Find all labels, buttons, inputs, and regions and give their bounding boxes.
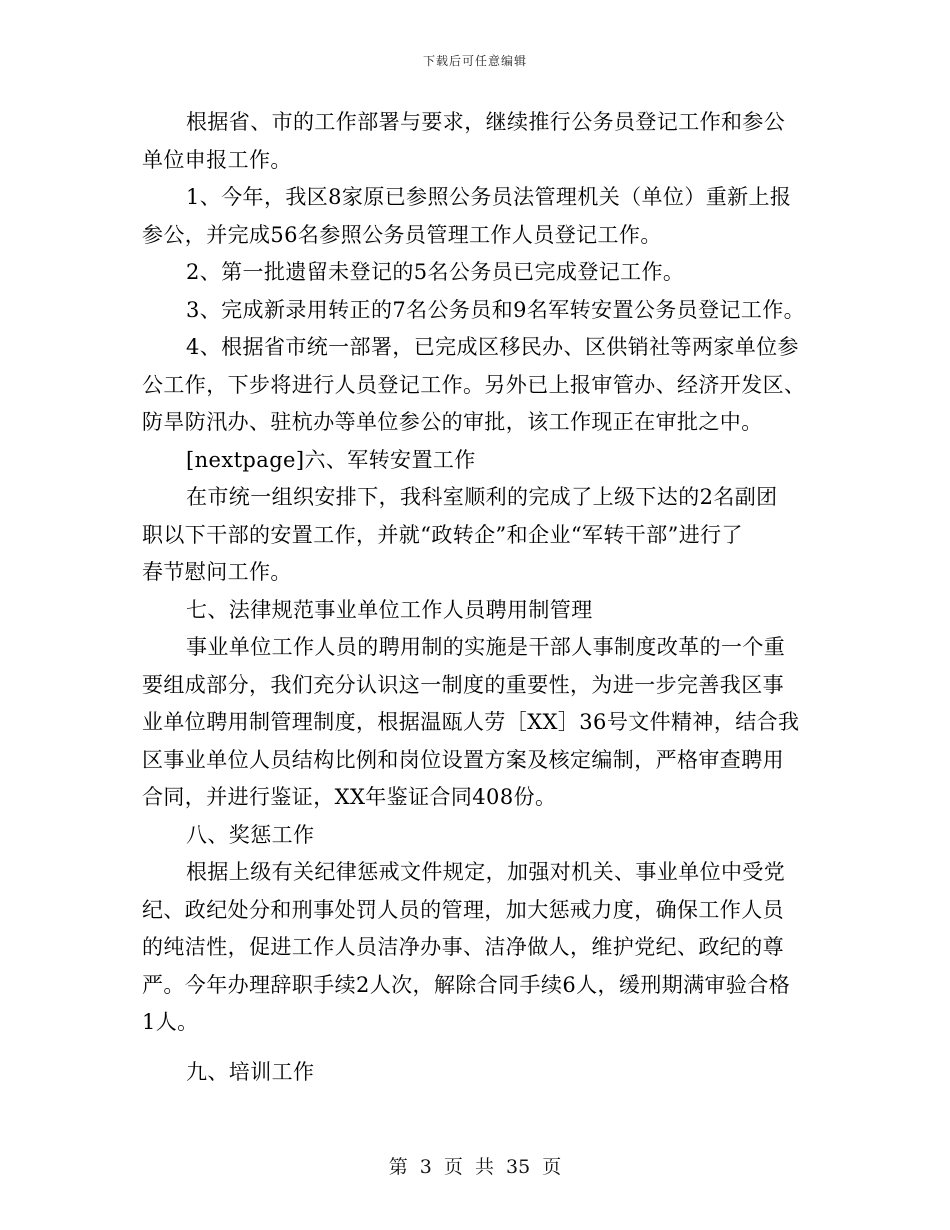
section-heading: 九、培训工作 <box>186 1059 315 1084</box>
document-body <box>142 104 814 1091</box>
page-header-note: 下载后可任意编辑 <box>422 54 527 68</box>
section-heading: 八、奖惩工作 <box>186 822 315 847</box>
paragraph-line: 根据省、市的工作部署与要求，继续推行公务员登记工作和参公 <box>186 110 786 134</box>
paragraph-line: 公工作，下步将进行人员登记工作。另外已上报审管办、经济开发区、 <box>142 372 806 397</box>
paragraph-line: 区事业单位人员结构比例和岗位设置方案及核定编制，严格审查聘用 <box>142 747 784 772</box>
paragraph-line: 春节慰问工作。 <box>142 560 292 584</box>
paragraph-line: 业单位聘用制管理制度，根据温瓯人劳［XX］36号文件精神，结合我 <box>142 710 800 734</box>
paragraph-gap <box>142 1042 814 1054</box>
paragraph-line: 纪、政纪处分和刑事处罚人员的管理，加大惩戒力度，确保工作人员 <box>142 897 784 922</box>
paragraph-line: 参公，并完成56名参照公务员管理工作人员登记工作。 <box>142 222 662 247</box>
paragraph-line: 防旱防汛办、驻杭办等单位参公的审批，该工作现正在审批之中。 <box>142 410 763 434</box>
paragraph-line: 1人。 <box>142 1010 199 1034</box>
paragraph-line: 合同，并进行鉴证，XX年鉴证合同408份。 <box>142 785 557 809</box>
paragraph-line: 单位申报工作。 <box>142 147 292 172</box>
paragraph-line: 要组成部分，我们充分认识这一制度的重要性，为进一步完善我区事 <box>142 672 784 697</box>
page-number-footer: 第 3 页 共 35 页 <box>388 1156 562 1178</box>
section-heading: [nextpage]六、军转安置工作 <box>186 447 476 472</box>
paragraph-line: 根据上级有关纪律惩戒文件规定，加强对机关、事业单位中受党 <box>186 860 786 884</box>
paragraph-line: 3、完成新录用转正的7名公务员和9名军转安置公务员登记工作。 <box>186 297 806 322</box>
paragraph-line: 在市统一组织安排下，我科室顺利的完成了上级下达的2名副团 <box>186 485 778 509</box>
paragraph-line: 职以下干部的安置工作，并就“政转企”和企业“军转干部”进行了 <box>142 522 743 547</box>
section-heading: 七、法律规范事业单位工作人员聘用制管理 <box>186 597 593 622</box>
paragraph-line: 1、今年，我区8家原已参照公务员法管理机关（单位）重新上报 <box>186 185 792 209</box>
paragraph-line: 的纯洁性，促进工作人员洁净办事、洁净做人，维护党纪、政纪的尊 <box>142 935 784 959</box>
paragraph-line: 事业单位工作人员的聘用制的实施是干部人事制度改革的一个重 <box>186 635 786 659</box>
paragraph-line: 严。今年办理辞职手续2人次，解除合同手续6人，缓刑期满审验合格 <box>142 972 791 997</box>
paragraph-line: 2、第一批遗留未登记的5名公务员已完成登记工作。 <box>186 260 685 284</box>
paragraph-line: 4、根据省市统一部署，已完成区移民办、区供销社等两家单位参 <box>186 335 799 359</box>
